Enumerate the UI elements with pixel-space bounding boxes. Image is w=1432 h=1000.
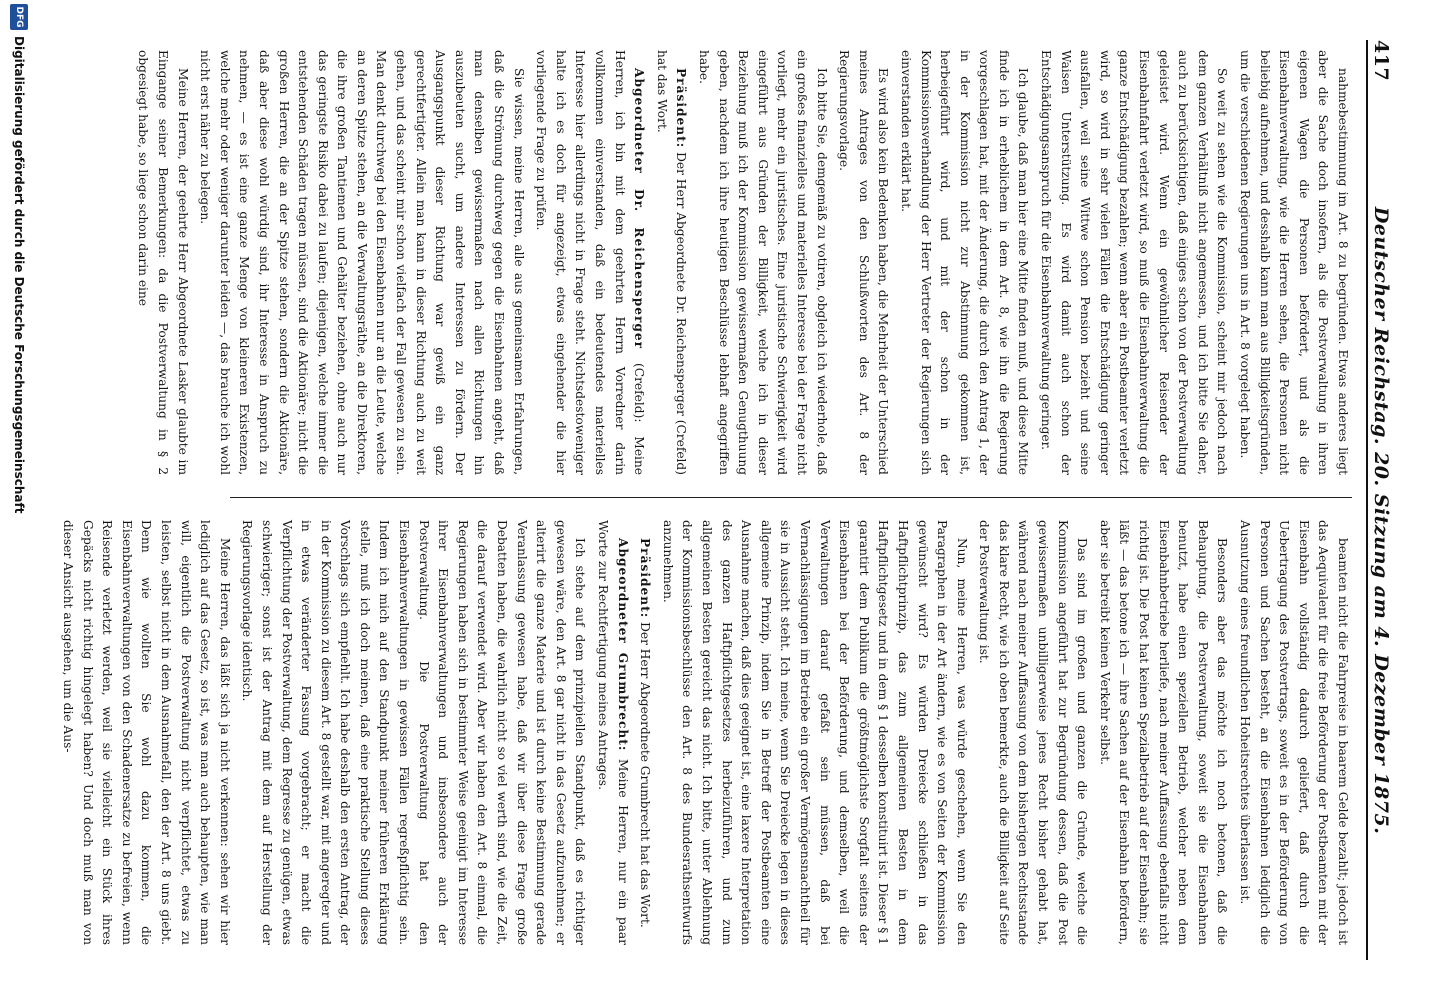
page-header — [1370, 40, 1410, 960]
paragraph-text: Nun, meine Herren, was würde geschehen, wenn Sie den Paragraphen in der Art ändern, wie es von Seiten der Kommission gewünscht wird? Es würden Dreiecke schließen in das Haftpflichtprinzip, das zum allgemeinen Besten in dem Haftpflichtgesetz und in dem § 1 desselben konstituirt ist. Dieser § 1 garantirt dem Publikum die größtmöglichste Sorgfalt seitens der Eisenbahnen bei der Beförderung, und demselben, weil die Verwaltungen darauf gefaßt sein müssen, daß bei Vernachlässigungen im Betriebe ein großer Vermögensnachtheil für sie in Aussicht steht. Ich meine, wenn Sie Dreiecke legen in dieses allgemeine Prinzip, indem Sie in Betreff der Postbeamten eine Ausnahme machen, daß dies geeignet ist, eine laxere Interpretation des ganzen Haftpflichtgesetzes herbeizuführen, und zum allgemeinen Besten gereicht das nicht. Ich bitte, unter Ablehnung der Kommissionsbeschlüsse den Art. 8 des Bundesrathsentwurfs anzunehmen. — [660, 520, 969, 945]
paragraph — [592, 520, 631, 945]
paragraph-text: Der Herr Abgeordnete Dr. Reichensperger (Crefeld) hat das Wort. — [654, 50, 689, 475]
paragraph-text: Ich bitte Sie, demgemäß zu votiren, obgleich ich wiederhole, daß ein großes finanzielles und materielles Interesse bei der Frage nicht vorliegt, mehr ein juristisches. Eine juristische Schwierigkeit wird eingeführt aus Gründen der Billigkeit, welche ich in dieser Beziehung muß ich der Kommission gewissermaßen Genugthuung geben, nachdem ich ihre heutigen Beschlüsse lebhaft angegriffen habe. — [697, 50, 829, 475]
paragraph — [834, 50, 893, 475]
column-divider — [230, 497, 1352, 498]
paragraph — [974, 520, 1092, 945]
digitization-footer — [6, 0, 32, 1000]
paragraph-text: Es wird also kein Bedenken haben, die Mehrheit der Unterschied meines Antrages von den Schlußworten des Art. 8 der Regierungsvorlage. — [837, 50, 891, 475]
paragraph-text: beamten nicht die Fahrpreise in baarem Gelde bezahlt; jedoch ist das Aequivalent für die freie Beförderung der Postbeamten mit der Eisenbahn vollständig dadurch geliefert, daß durch die Uebertragung des Postvertrags, soweit es in der Beförderung von Personen und Sachen besteht, an die Eisenbahnen lediglich die Ausnutzung eines freundlichen Hoheitsrechtes überlassen ist. — [1238, 520, 1350, 945]
paragraph — [57, 520, 233, 945]
paragraph-text: Der Herr Abgeordnete Grumbrecht hat das Wort. — [638, 622, 653, 928]
speaker-name: Abgeordneter Grumbrecht: — [615, 538, 630, 752]
paragraph — [195, 50, 528, 475]
paragraph-text: Ich glaube, daß man hier eine Mitte finden muß, und diese Mitte finde ich in erheblichem in dem Art. 8, wie ihn die Regierung vorgeschlagen hat, mit der Änderung, die durch den Antrag 1, der in der Kommission nicht zur Abstimmung gekommen ist, herbeigeführt wird, und mit der schon in der Kommissionsverhandlung der Herr Vertreter der Regierungen sich einverstanden erklärt hat. — [898, 50, 1031, 475]
paragraph — [1234, 50, 1352, 475]
text-column-left — [136, 50, 1352, 476]
paragraph — [1036, 50, 1232, 475]
paragraph — [657, 520, 971, 945]
header-rule — [1366, 40, 1368, 960]
paragraph-text: Sie wissen, meine Herren, alle aus gemeinsamen Erfahrungen, daß die Strömung durchweg gegen die Eisenbahnen angeht, daß man denselben gewissermaßen nach allen Richtungen hin auszubeuten sucht, um andere Interessen zu fördern. Der Ausgangspunkt dieser Richtung war gewiß ein ganz gerechtfertigter. Allein man kann in dieser Richtung auch zu weit gehen, und das scheint mir schon vielfach der Fall gewesen zu sein. Man denkt durchweg bei den Eisenbahnen nur an die Leute, welche an deren Spitze stehen, an die Verwaltungsräthe, an die Direktoren, die ihre großen Tantiemen und Gehälter beziehen, ohne auch nur das geringste Risiko dabei zu laufen; diejenigen, welche immer die entstehenden Schäden tragen müssen, sind die Aktionäre; nicht die großen Herren, die an der Spitze stehen, sondern die Aktionäre, daß aber diese wohl würdig sind, ihr Interesse in Anspruch zu nehmen, — es ist eine ganze Menge von kleineren Existenzen, welche mehr oder weniger darunter leiden —, das brauche ich wohl nicht erst näher zu belegen. — [198, 50, 526, 475]
paragraph-text: Meine Herren, nur ein paar Worte zur Rechtfertigung meines Antrages. — [596, 520, 630, 945]
speaker-name: Präsident: — [674, 68, 689, 149]
paragraph-text: So weit zu sehen wie die Kommission, scheint mir jedoch nach dem ganzen Verhältniß nicht angemessen, und ich bitte Sie daher, auch zu berücksichtigen, daß einiges schon von der Postverwaltung geleistet wird. Wenn ein gewöhnlicher Reisender der Eisenbahnfahrt verletzt wird, so muß die Eisenbahnverwaltung die ganze Entschädigung bezahlen; wenn aber ein Postbeamter verletzt wird, so wird in sehr vielen Fällen die Entschädigung geringer ausfallen, weil seine Wittwe schon Pension bezieht und seine Waisen Unterstützung. Es wird damit auch schon der Entschädigungsanspruch für die Eisenbahnverwaltung geringer. — [1039, 50, 1230, 475]
paragraph — [1234, 520, 1352, 945]
paragraph-text: nahmebestimmung im Art. 8 zu begründen. Etwas anderes liegt aber die Sache doch insofern, als die Postverwaltung in ihren eigenen Wagen die Personen befördert, und als die Eisenbahnverwaltung, wie die Herren sehen, die Personen nicht beliebig aufnehmen, und desshalb kann man aus Billigkeitsgründen, um die verschiedenen Regierungen uns in Art. 8 vorgelegt haben. — [1238, 50, 1350, 475]
paragraph — [1094, 520, 1231, 945]
paragraph-text: Meine Herren, der geehrte Herr Abgeordnete Lasker glaubte im Eingange seiner Bemerkungen: da die Postverwaltung in § 2 obgesiegt habe, so liege schon darin eine — [136, 50, 190, 475]
speaker-name: Präsident: — [638, 538, 653, 619]
speaker-name: Abgeordneter Dr. Reichensperger — [632, 68, 647, 350]
paragraph — [651, 50, 690, 475]
page-number: 417 — [1370, 40, 1392, 82]
paragraph — [237, 520, 590, 945]
paragraph — [895, 50, 1032, 475]
paragraph-text: Besonders aber das möchte ich noch betonen, daß die Behauptung, die Postverwaltung, soweit sie die Eisenbahnen benutzt, habe einen speziellen Betrieb, welcher neben dem Eisenbahnbetriebe herliefe, nach meiner Auffassung ebenfalls nicht richtig ist. Die Post hat keinen Spezialbetrieb auf der Eisenbahn; sie läßt — das betone ich — ihre Sachen auf der Eisenbahn befördern, aber sie betreibt keinen Verkehr selbst. — [1097, 520, 1230, 945]
text-column-right — [61, 520, 1352, 945]
digitization-credit: Digitalisierung gefördert durch die Deutsche Forschungsgemeinschaft — [12, 36, 26, 514]
paragraph-text: Das sind im großen und ganzen die Gründe, welche die Kommission angeführt hat zur Begründung dessen, daß die Post gewissermaßen unbilligerweise jenes Recht bisher gehabt hat, während nach meiner Auffassung von dem bisherigen Rechtsstande das klare Recht, wie ich oben bemerkte, auch die Billigkeit auf Seite der Postverwaltung ist. — [977, 520, 1090, 945]
paragraph-text: Ich stehe auf dem prinzipiellen Standpunkt, daß es richtiger gewesen wäre, den Art. 8 gar nicht in das Gesetz aufzunehmen; er alterirt die ganze Materie und ist durch keine Bestimmung gerade Veranlassung gewesen habe, daß wir über diese Frage große Debatten haben, die wahrlich nicht so viel werth sind, wie die Zeit, die darauf verwendet wird. Aber wir haben den Art. 8 einmal, die Regierungen haben sich in bestimmter Weise geeinigt im Interesse ihrer Eisenbahnverwaltungen und insbesondere auch der Postverwaltung. Die Postverwaltung hat den Eisenbahnverwaltungen in gewissen Fällen regreßpflichtig sein. Indem ich mich auf den Standpunkt meiner früheren Erklärung stelle, muß ich doch meinen, daß eine praktische Stellung dieses Vorschlags sich empfiehlt. Ich habe deshalb den ersten Antrag, der in der Kommission zu diesem Art. 8 gestellt war, mit angeregter und in etwas veränderter Fassung vorgebracht; er macht die Verpflichtung der Postverwaltung, dem Regresse zu genügen, etwas schwieriger; sonst ist der Antrag mit dem auf Herstellung der Regierungsvorlage identisch. — [240, 520, 588, 945]
paragraph — [693, 50, 830, 475]
paragraph — [635, 520, 655, 945]
paragraph-text: Meine Herren, das läßt sich ja nicht verkennen: sehen wir hier lediglich auf das Gesetz, so ist, was man auch behaupten, wie man will, eigentlich die Postverwaltung nicht verpflichtet, etwas zu leisten, selbst nicht in dem Ausnahmefall, den der Art. 8 uns giebt. Denn wie wollten Sie wohl dazu kommen, die Eisenbahnverwaltungen von den Schadenersatze zu befreien, wenn Reisende verletzt werden, weil sie vielleicht ein Stück ihres Gepäcks nicht richtig hingelegt haben? Und doch muß man von dieser Ansicht ausgehen, um die Aus- — [61, 520, 232, 945]
dfg-logo: DFG — [10, 4, 28, 30]
paragraph — [133, 50, 192, 475]
page-title: Deutscher Reichstag. 20. Sitzung am 4. Dezember 1875. — [1370, 206, 1392, 835]
paragraph-text: (Crefeld): Meine Herren, ich bin mit dem geehrten Herrn Vorredner darin vollkommen einverstanden, daß ein bedeutendes materielles Interesse hier allerdings nicht in Frage steht. Nichtsdestoweniger halte ich es doch für angezeigt, etwas eingehender die hier vorliegende Frage zu prüfen. — [534, 50, 647, 476]
paragraph — [531, 50, 649, 475]
